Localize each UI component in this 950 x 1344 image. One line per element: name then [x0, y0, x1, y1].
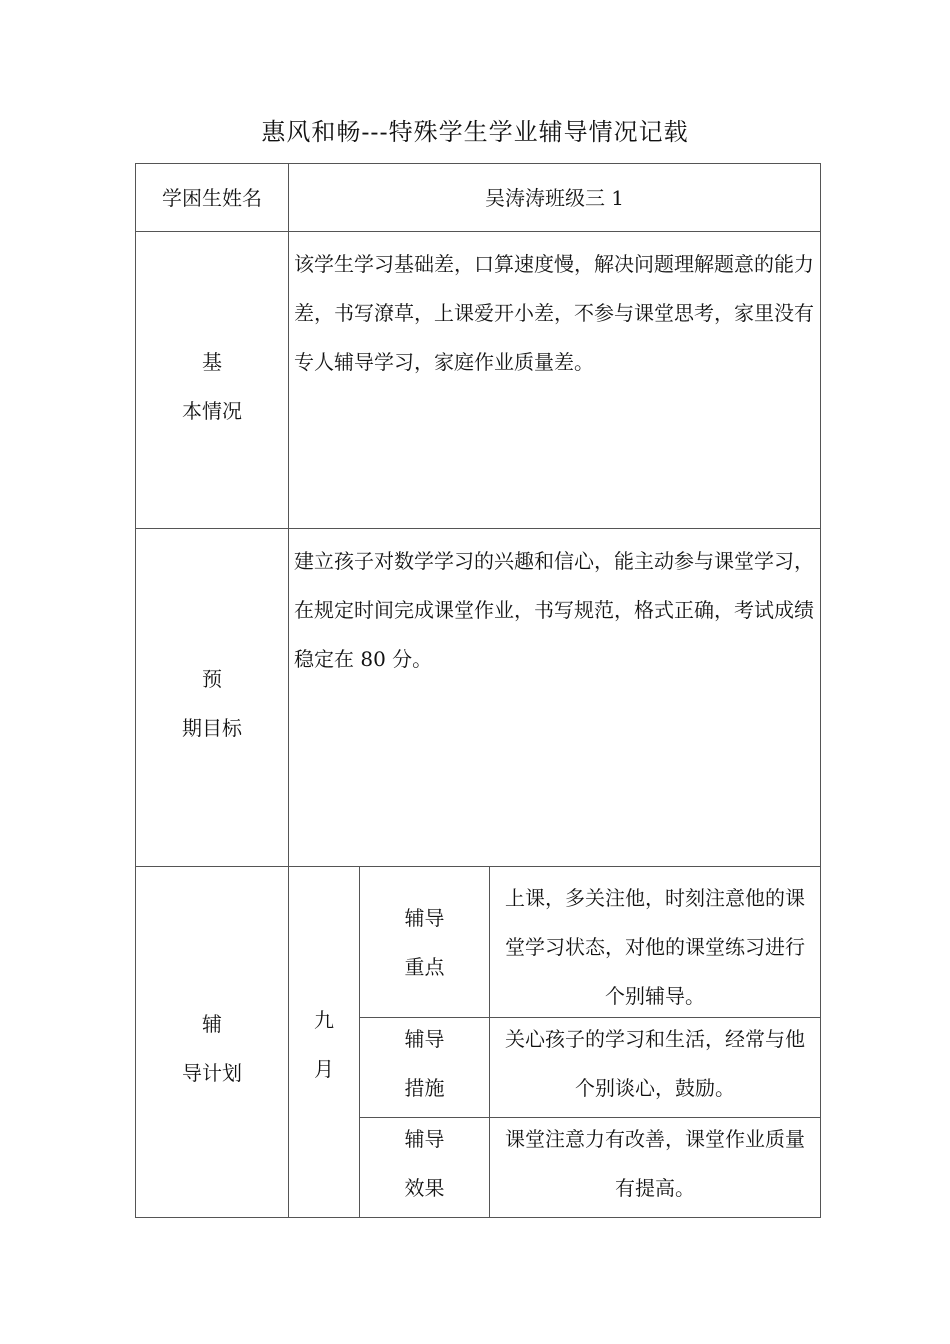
basic-situation-label-line2: 本情况: [182, 399, 242, 423]
plan-item-label: [360, 1115, 489, 1213]
plan-item-label-line1: 辅导: [404, 906, 445, 930]
item-label-column-divider: [489, 866, 490, 1218]
table-border-top: [135, 163, 821, 164]
row-divider: [135, 866, 821, 867]
plan-item-label-line2: 重点: [404, 955, 445, 979]
row-divider: [135, 231, 821, 232]
plan-item-label-line2: 效果: [404, 1176, 445, 1200]
table-border-bottom: [135, 1217, 821, 1218]
row-divider: [135, 528, 821, 529]
plan-month-line2: 月: [314, 1057, 334, 1081]
basic-situation-label-line1: 基: [202, 350, 222, 374]
student-name-value: 吴涛涛班级三 1: [484, 186, 625, 210]
basic-situation-label: [136, 338, 288, 436]
plan-month: [289, 996, 359, 1094]
expected-goal-label: [136, 655, 288, 753]
plan-month-line1: 九: [314, 1008, 334, 1032]
plan-item-label-line2: 措施: [404, 1076, 445, 1100]
table-border-right: [820, 163, 821, 1218]
student-name-label: 学困生姓名: [162, 186, 262, 210]
expected-goal-label-line2: 期目标: [182, 716, 242, 740]
plan-item-label-line1: 辅导: [404, 1127, 445, 1151]
expected-goal-text: 建立孩子对数学学习的兴趣和信心，能主动参与课堂学习，在规定时间完成课堂作业，书写规范，格式正确，考试成绩稳定在 80 分。: [294, 549, 814, 671]
tutoring-plan-label-line2: 导计划: [182, 1061, 242, 1085]
expected-goal-label-line1: 预: [202, 667, 222, 691]
plan-item-label: [360, 1015, 489, 1113]
plan-item-label-line1: 辅导: [404, 1027, 445, 1051]
tutoring-plan-label-line1: 辅: [202, 1012, 222, 1036]
tutoring-plan-label: [136, 1000, 288, 1098]
page-title: 惠风和畅---特殊学生学业辅导情况记载: [261, 118, 689, 146]
basic-situation-text: 该学生学习基础差，口算速度慢，解决问题理解题意的能力差，书写潦草，上课爱开小差，不参与课堂思考，家里没有专人辅导学习，家庭作业质量差。: [294, 252, 814, 374]
plan-item-text: 课堂注意力有改善，课堂作业质量有提高。: [505, 1127, 805, 1200]
plan-item-text: 上课，多关注他，时刻注意他的课堂学习状态，对他的课堂练习进行个别辅导。: [505, 886, 805, 1008]
plan-item-text: 关心孩子的学习和生活，经常与他个别谈心，鼓励。: [505, 1027, 805, 1100]
plan-item-label: [360, 894, 489, 992]
